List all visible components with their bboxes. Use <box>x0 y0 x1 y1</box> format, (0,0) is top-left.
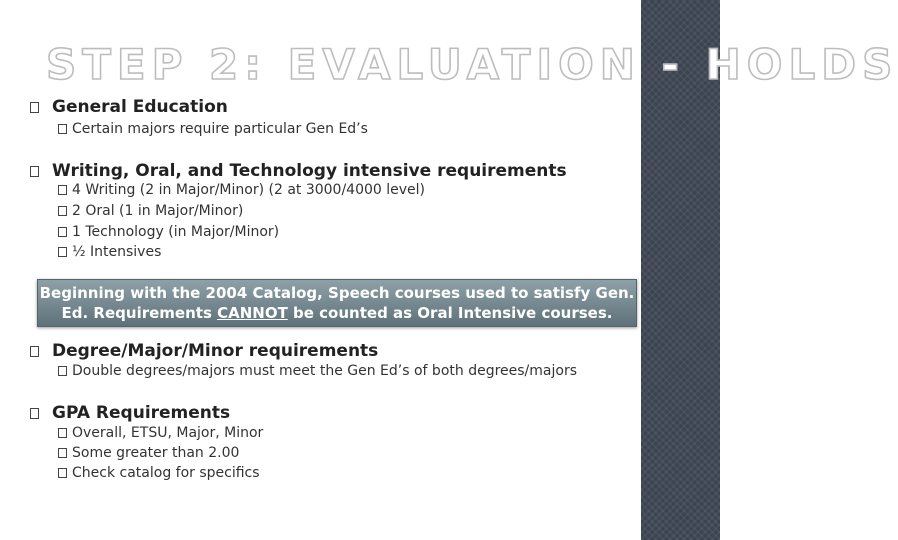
slide-title: STEP 2: EVALUATION - HOLDS <box>46 40 898 89</box>
section-heading: General Education <box>52 97 228 117</box>
bullet-box-icon <box>58 448 67 458</box>
section-heading: GPA Requirements <box>52 403 231 423</box>
bullet-box-icon <box>30 408 39 419</box>
list-item: Double degrees/majors must meet the Gen Ed’s of both degrees/majors <box>58 363 577 379</box>
bullet-box-icon <box>58 468 67 478</box>
bullet-box-icon <box>58 227 67 237</box>
list-item: Check catalog for specifics <box>58 465 260 481</box>
bullet-box-icon <box>58 366 67 376</box>
banner-line-2: Ed. Requirements CANNOT be counted as Oral Intensive courses. <box>61 304 613 322</box>
bullet-box-icon <box>30 102 39 113</box>
list-item: 2 Oral (1 in Major/Minor) <box>58 203 243 219</box>
section-heading: Degree/Major/Minor requirements <box>52 341 379 361</box>
list-item: ½ Intensives <box>58 244 161 260</box>
list-item: 1 Technology (in Major/Minor) <box>58 224 279 240</box>
section-heading: Writing, Oral, and Technology intensive requirements <box>52 161 567 181</box>
list-item: Certain majors require particular Gen Ed’s <box>58 121 368 137</box>
banner-line-1: Beginning with the 2004 Catalog, Speech courses used to satisfy Gen. <box>39 284 635 302</box>
bullet-box-icon <box>58 428 67 438</box>
bullet-box-icon <box>30 346 39 357</box>
bullet-box-icon <box>30 166 39 177</box>
list-item: Overall, ETSU, Major, Minor <box>58 425 263 441</box>
banner-emphasis: CANNOT <box>217 304 288 322</box>
bullet-box-icon <box>58 185 67 195</box>
list-item: 4 Writing (2 in Major/Minor) (2 at 3000/4000 level) <box>58 182 425 198</box>
bullet-box-icon <box>58 206 67 216</box>
notice-banner <box>37 279 637 327</box>
list-item: Some greater than 2.00 <box>58 445 239 461</box>
bullet-box-icon <box>58 124 67 134</box>
bullet-box-icon <box>58 247 67 257</box>
